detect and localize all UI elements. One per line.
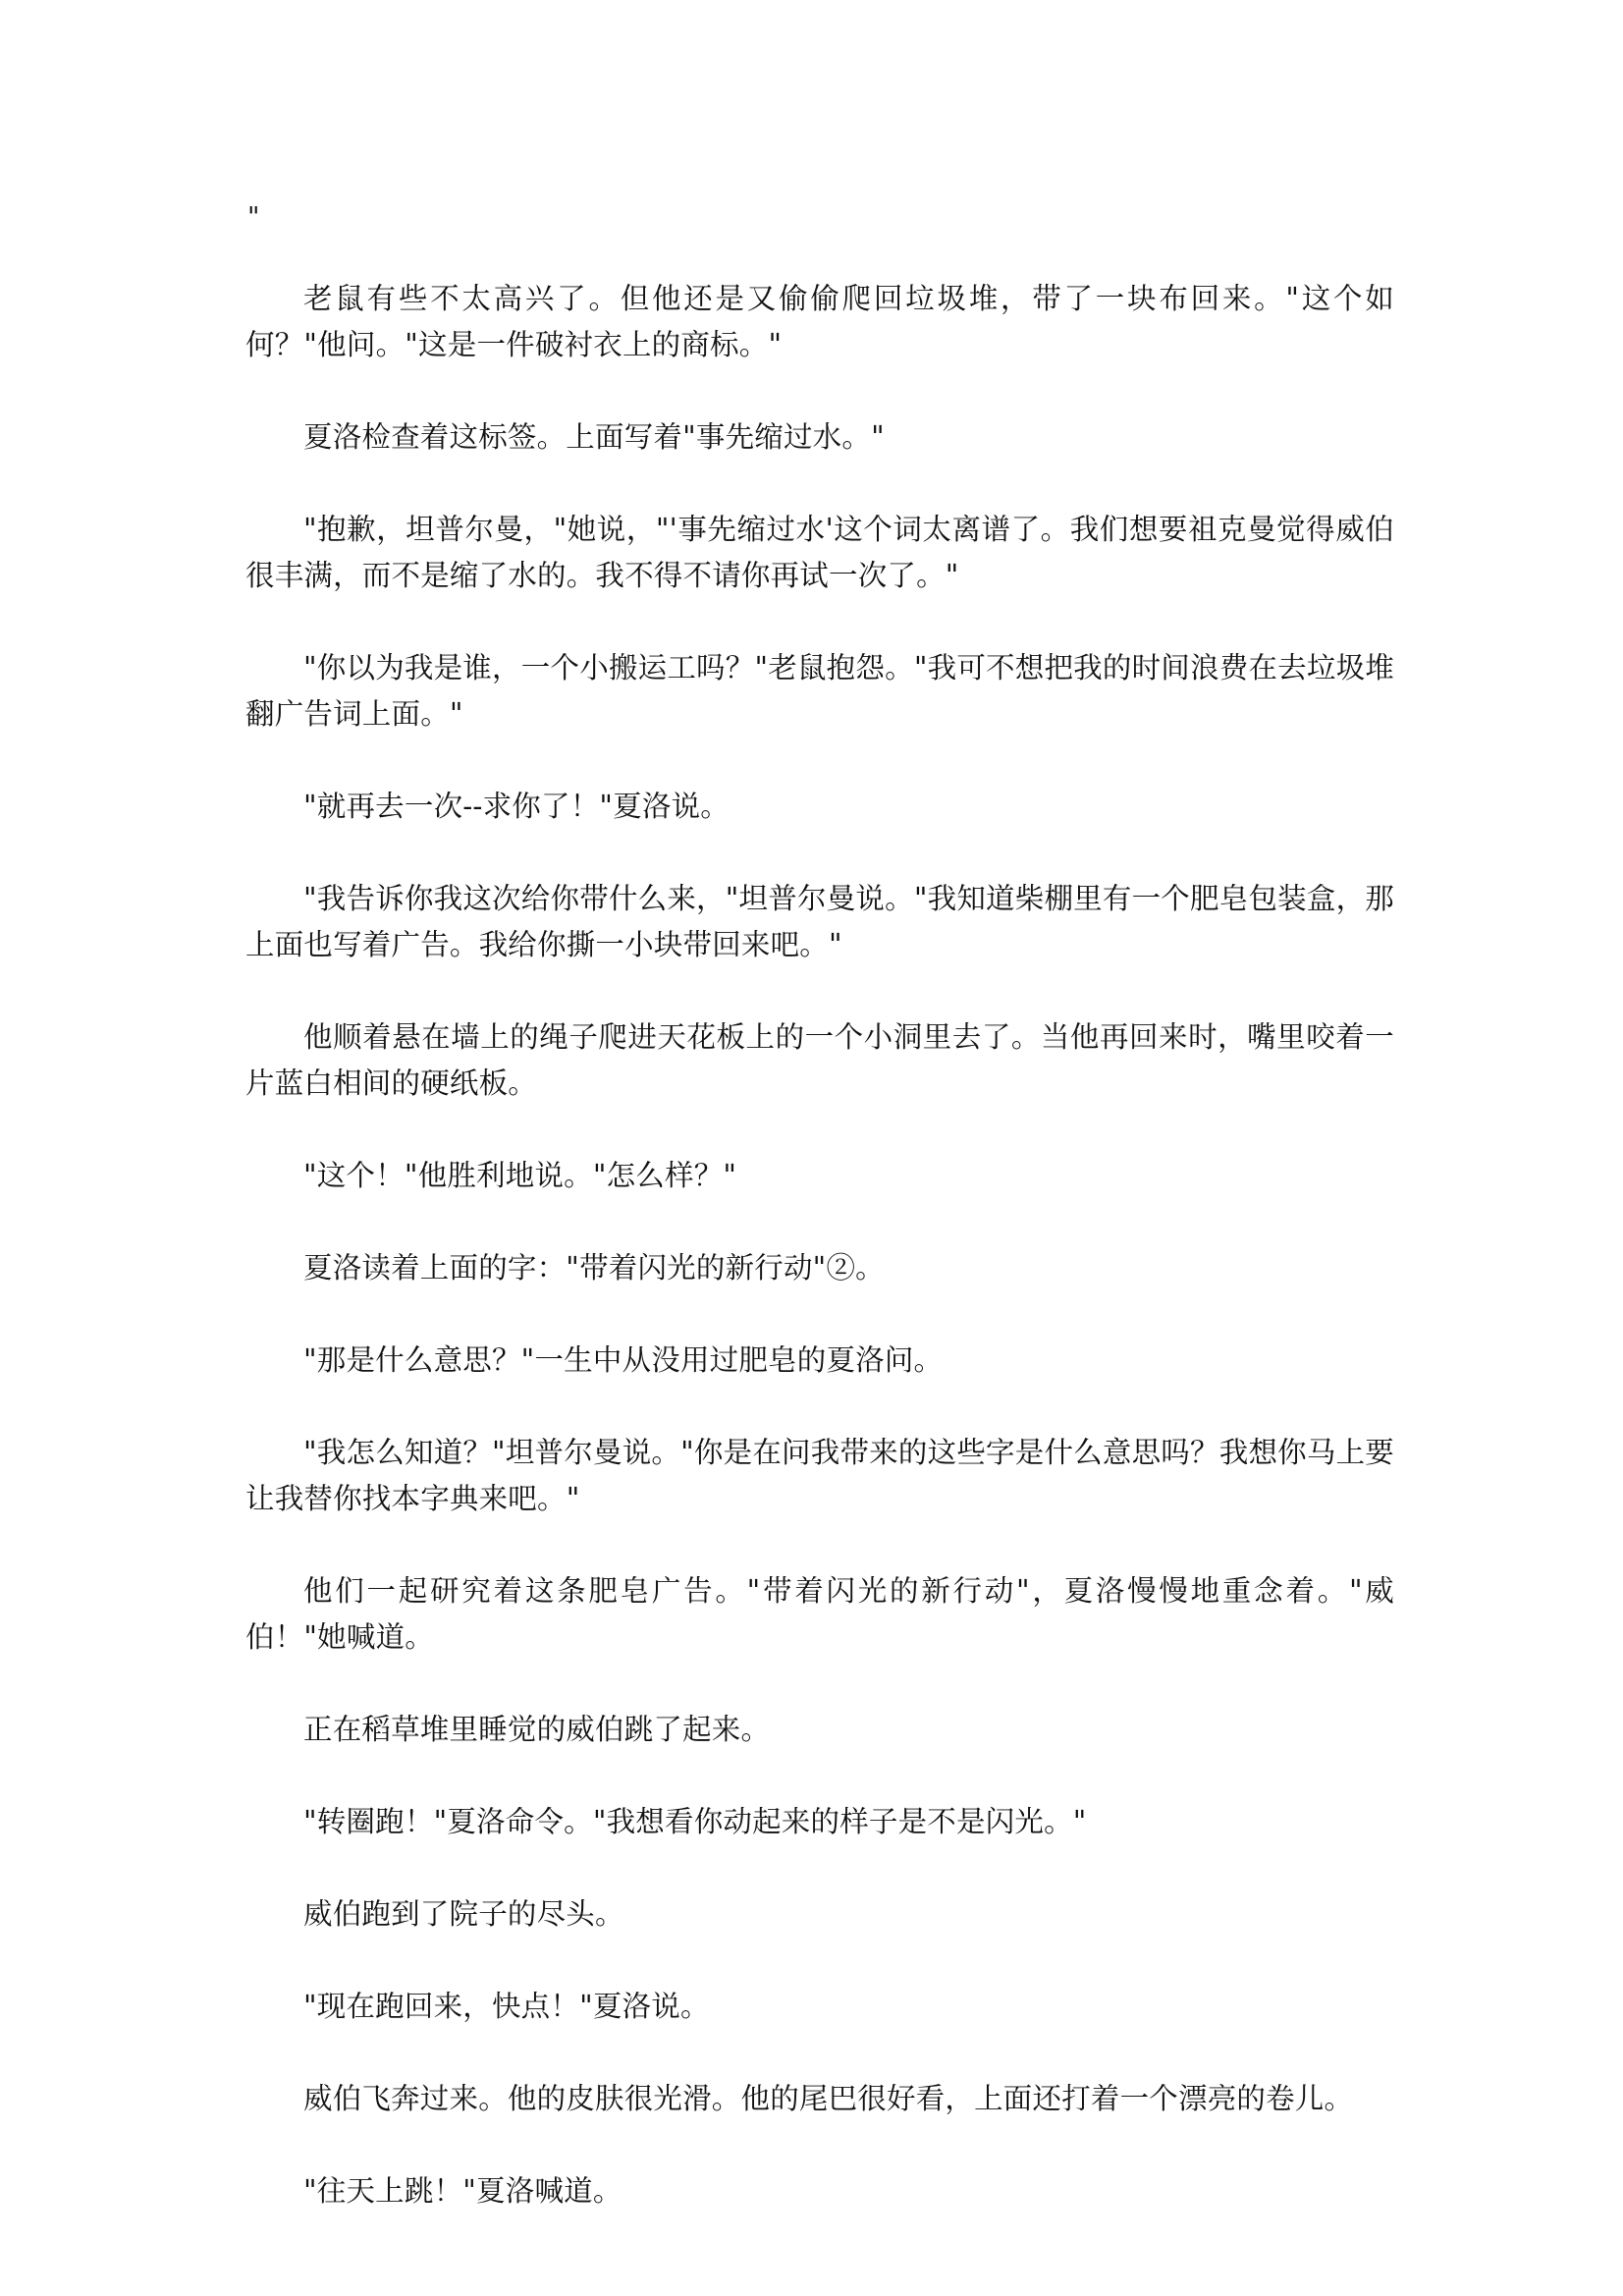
paragraph: "我告诉你我这次给你带什么来，"坦普尔曼说。"我知道柴棚里有一个肥皂包装盒，那上面也写着广告。我给你撕一小块带回来吧。" bbox=[245, 882, 1394, 961]
paragraph: "抱歉，坦普尔曼，"她说，"'事先缩过水'这个词太离谱了。我们想要祖克曼觉得威伯很丰满，而不是缩了水的。我不得不请你再试一次了。" bbox=[245, 513, 1394, 592]
paragraph: "转圈跑！"夏洛命令。"我想看你动起来的样子是不是闪光。" bbox=[303, 1805, 1087, 1838]
paragraph: 夏洛读着上面的字："带着闪光的新行动"②。 bbox=[303, 1251, 885, 1285]
paragraph: 他们一起研究着这条肥皂广告。"带着闪光的新行动"，夏洛慢慢地重念着。"威伯！"她喊道。 bbox=[245, 1574, 1394, 1654]
paragraph: 老鼠有些不太高兴了。但他还是又偷偷爬回垃圾堆，带了一块布回来。"这个如何？"他问。"这是一件破衬衣上的商标。" bbox=[245, 282, 1394, 361]
leading-quote-mark: " bbox=[247, 202, 260, 233]
paragraph: "我怎么知道？"坦普尔曼说。"你是在问我带来的这些字是什么意思吗？我想你马上要让我替你找本字典来吧。" bbox=[245, 1436, 1394, 1515]
page-body bbox=[245, 196, 1394, 2261]
paragraph: 正在稻草堆里睡觉的威伯跳了起来。 bbox=[303, 1713, 771, 1746]
paragraph: 威伯飞奔过来。他的皮肤很光滑。他的尾巴很好看，上面还打着一个漂亮的卷儿。 bbox=[303, 2082, 1354, 2115]
paragraph: "现在跑回来，快点！"夏洛说。 bbox=[303, 1990, 710, 2023]
paragraph: "这个！"他胜利地说。"怎么样？" bbox=[303, 1159, 737, 1192]
paragraph: 威伯跑到了院子的尽头。 bbox=[303, 1897, 624, 1931]
paragraph: "就再去一次--求你了！"夏洛说。 bbox=[303, 790, 730, 823]
paragraph: 夏洛检查着这标签。上面写着"事先缩过水。" bbox=[303, 420, 885, 454]
paragraph: 他顺着悬在墙上的绳子爬进天花板上的一个小洞里去了。当他再回来时，嘴里咬着一片蓝白相间的硬纸板。 bbox=[245, 1020, 1394, 1100]
paragraph: "那是什么意思？"一生中从没用过肥皂的夏洛问。 bbox=[303, 1343, 944, 1377]
paragraph: "你以为我是谁，一个小搬运工吗？"老鼠抱怨。"我可不想把我的时间浪费在去垃圾堆翻广告词上面。" bbox=[245, 651, 1394, 731]
paragraph: "往天上跳！"夏洛喊道。 bbox=[303, 2174, 622, 2208]
